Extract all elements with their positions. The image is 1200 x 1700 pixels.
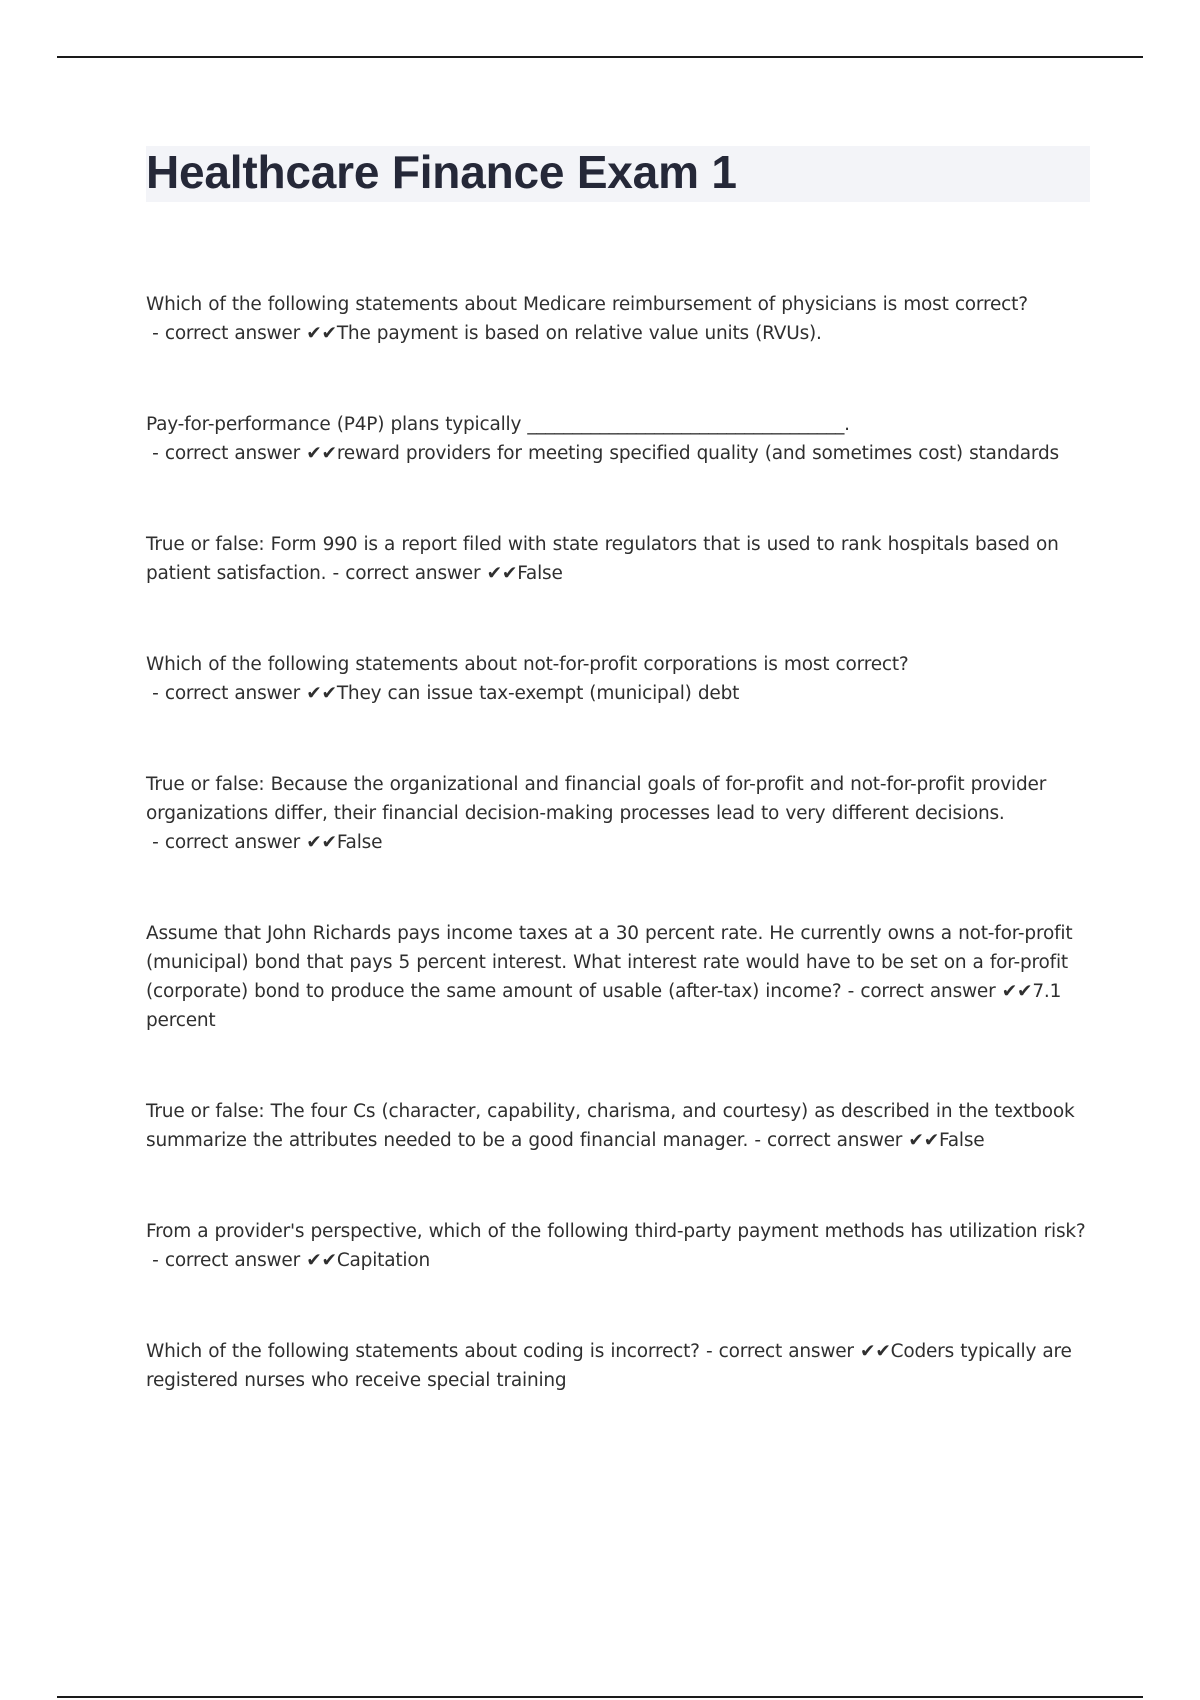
question-text: True or false: Because the organizational and financial goals of for-profit and not-for-profit provider organizations differ, their financial decision-making processes lead to very different decisions.	[146, 774, 1047, 824]
double-check-icon: ✔✔	[908, 1130, 939, 1151]
double-check-icon: ✔✔	[306, 1250, 337, 1271]
separator: -	[841, 981, 861, 1002]
question-text: Which of the following statements about Medicare reimbursement of physicians is most correct?	[146, 294, 1028, 315]
qa-list	[146, 290, 1086, 1457]
question-text: Pay-for-performance (P4P) plans typically ___________________________________.	[146, 414, 850, 435]
question-text: True or false: Form 990 is a report filed with state regulators that is used to rank hospitals based on patient satisfaction.	[146, 534, 1059, 584]
qa-item	[146, 1097, 1086, 1155]
top-rule	[57, 56, 1143, 58]
separator: -	[748, 1130, 768, 1151]
question-text: True or false: The four Cs (character, capability, charisma, and courtesy) as described in the textbook summarize the attributes needed to be a good financial manager.	[146, 1101, 1075, 1151]
separator: -	[146, 443, 165, 464]
answer-text: 7.1 percent	[146, 981, 1062, 1031]
double-check-icon: ✔✔	[306, 832, 337, 853]
answer-marker: correct answer	[164, 683, 307, 704]
double-check-icon: ✔✔	[486, 563, 518, 584]
answer-marker: correct answer	[860, 981, 1002, 1002]
double-check-icon: ✔✔	[306, 683, 337, 704]
answer-marker: correct answer	[164, 832, 307, 853]
separator: -	[146, 683, 165, 704]
qa-item	[146, 410, 1086, 468]
answer-text: The payment is based on relative value units (RVUs).	[336, 323, 822, 344]
qa-item	[146, 650, 1086, 708]
answer-text: Coders typically are registered nurses who receive special training	[146, 1341, 1072, 1391]
bottom-rule	[57, 1696, 1143, 1698]
question-text: From a provider's perspective, which of the following third-party payment methods has utilization risk?	[146, 1221, 1086, 1242]
answer-text: Capitation	[336, 1250, 430, 1271]
double-check-icon: ✔✔	[306, 323, 337, 344]
answer-marker: correct answer	[164, 323, 307, 344]
double-check-icon: ✔✔	[860, 1341, 891, 1362]
question-text: Which of the following statements about not-for-profit corporations is most correct?	[146, 654, 909, 675]
question-text: Assume that John Richards pays income taxes at a 30 percent rate. He currently owns a not-for-profit (municipal) bond that pays 5 percent interest. What interest rate would have to be set on a for-profit (corporate) bond to produce the same amount of usable (after-tax) income?	[146, 923, 1073, 1002]
double-check-icon: ✔✔	[306, 443, 337, 464]
double-check-icon: ✔✔	[1001, 981, 1033, 1002]
separator: -	[146, 323, 165, 344]
qa-item	[146, 919, 1086, 1035]
answer-text: False	[939, 1130, 985, 1151]
qa-item	[146, 1217, 1086, 1275]
answer-marker: correct answer	[164, 1250, 307, 1271]
answer-text: False	[517, 563, 563, 584]
qa-item	[146, 290, 1086, 348]
answer-text: They can issue tax-exempt (municipal) debt	[336, 683, 740, 704]
separator: -	[699, 1341, 719, 1362]
answer-text: reward providers for meeting specified quality (and sometimes cost) standards	[336, 443, 1059, 464]
separator: -	[146, 1250, 165, 1271]
answer-text: False	[336, 832, 383, 853]
separator: -	[326, 563, 346, 584]
separator: -	[146, 832, 165, 853]
qa-item	[146, 1337, 1086, 1395]
answer-marker: correct answer	[718, 1341, 861, 1362]
answer-marker: correct answer	[164, 443, 307, 464]
question-text: Which of the following statements about coding is incorrect?	[146, 1341, 700, 1362]
answer-marker: correct answer	[767, 1130, 909, 1151]
qa-item	[146, 770, 1086, 857]
document-title: Healthcare Finance Exam 1	[146, 146, 737, 198]
qa-item	[146, 530, 1086, 588]
answer-marker: correct answer	[345, 563, 487, 584]
